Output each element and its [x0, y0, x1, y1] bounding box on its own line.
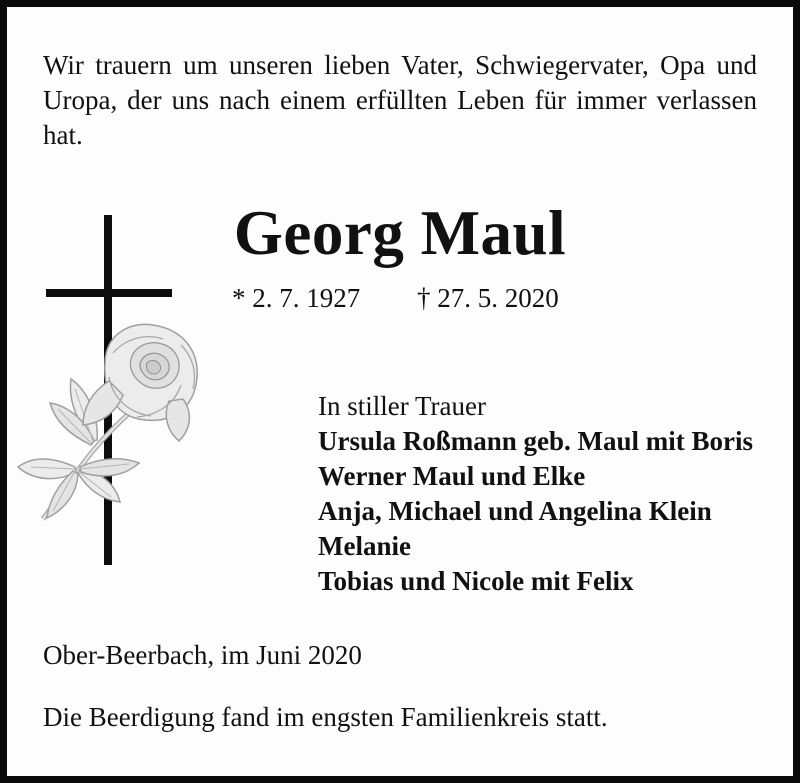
place-date-line: Ober-Beerbach, im Juni 2020 [43, 640, 362, 670]
mourner-line: Werner Maul und Elke [318, 461, 586, 491]
cross-horizontal-bar [46, 289, 172, 297]
intro-text: Wir trauern um unseren lieben Vater, Schwiegervater, Opa und Uropa, der uns nach einem erfüllten Leben für immer verlassen hat. [43, 50, 757, 150]
funeral-note-line: Die Beerdigung fand im engsten Familienkreis statt. [43, 702, 608, 732]
mourner-line: Tobias und Nicole mit Felix [318, 566, 634, 596]
mourner-line: Melanie [318, 531, 411, 561]
rose-icon [13, 319, 218, 524]
death-date: † 27. 5. 2020 [417, 283, 559, 313]
deceased-name: Georg Maul [233, 198, 567, 268]
mourning-block [318, 389, 758, 599]
mourner-line: Ursula Roßmann geb. Maul mit Boris [318, 426, 754, 456]
birth-date: * 2. 7. 1927 [232, 283, 361, 313]
mourner-line: Anja, Michael und Angelina Klein [318, 496, 712, 526]
mourning-heading: In stiller Trauer [318, 391, 486, 421]
